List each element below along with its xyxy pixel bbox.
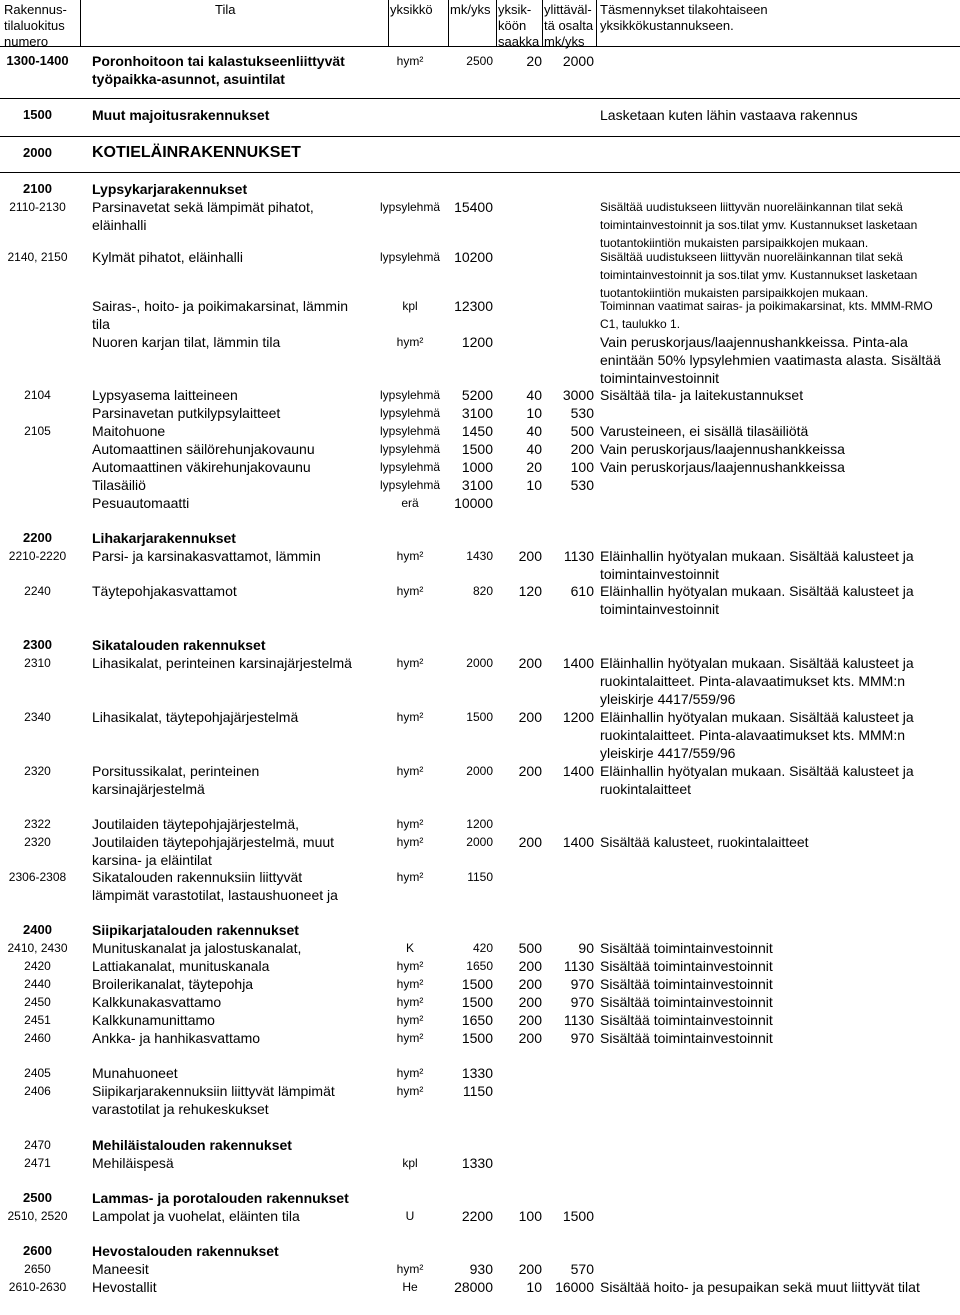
unit-label: hym²	[396, 977, 424, 991]
specification-note: enintään 50% lypsylehmien vaatimasta alasta. Sisältää	[600, 352, 941, 368]
classification-code: 2610-2630	[8, 1280, 67, 1294]
specification-note: Sisältää toimintainvestoinnit	[600, 976, 773, 992]
price-per-unit: 1430	[466, 549, 493, 563]
specification-note: Sisältää toimintainvestoinnit	[600, 940, 773, 956]
units-up-to: 20	[526, 53, 542, 69]
price-per-unit: 1500	[461, 1030, 493, 1046]
exceeding-price: 100	[570, 459, 594, 475]
unit-label: hym²	[396, 1013, 424, 1027]
header-exceeding-price: ylittäväl- tä osalta mk/yks	[544, 2, 594, 49]
classification-code: 2320	[24, 764, 51, 778]
classification-code: 2406	[24, 1084, 51, 1098]
space-description: Maitohuone	[92, 423, 166, 439]
unit-label: hym²	[396, 1066, 424, 1080]
units-up-to: 200	[518, 1030, 542, 1046]
unit-label: hym²	[396, 817, 424, 831]
space-description: Joutilaiden täytepohjajärjestelmä, muut	[92, 834, 335, 850]
specification-note: Sisältää kalusteet, ruokintalaitteet	[600, 834, 809, 850]
exceeding-price: 2000	[562, 53, 594, 69]
specification-note: Sisältää toimintainvestoinnit	[600, 958, 773, 974]
header-specifications: Täsmennykset tilakohtaiseen yksikkökustannukseen.	[600, 2, 768, 33]
specification-note: Sisältää toimintainvestoinnit	[600, 994, 773, 1010]
space-description: Pesuautomaatti	[92, 495, 190, 511]
unit-label: hym²	[396, 1262, 424, 1276]
price-per-unit: 28000	[454, 1279, 493, 1295]
units-up-to: 200	[518, 834, 542, 850]
section-divider	[0, 136, 960, 137]
header-price-per-unit: mk/yks	[450, 2, 491, 17]
specification-note: toimintainvestoinnit ja sos.tilat ymv. Kustannukset lasketaan	[600, 218, 918, 232]
price-per-unit: 820	[472, 584, 493, 598]
specification-note: Sisältää uudistukseen liittyvän nuoreläinkannan tilat sekä	[600, 200, 903, 214]
unit-label: kpl	[402, 299, 418, 313]
space-description: Munituskanalat ja jalostuskanalat,	[92, 940, 302, 956]
space-description: Muut majoitusrakennukset	[92, 107, 270, 123]
space-description: Siipikarjatalouden rakennukset	[92, 922, 299, 938]
space-description: Parsinavetat sekä lämpimät pihatot,	[92, 199, 314, 215]
space-description: Lypsykarjarakennukset	[92, 181, 248, 197]
classification-code: 2000	[23, 145, 52, 160]
classification-code: 1500	[23, 107, 52, 122]
units-up-to: 20	[526, 459, 542, 475]
price-per-unit: 1200	[461, 334, 493, 350]
exceeding-price: 970	[570, 1030, 594, 1046]
unit-label: lypsylehmä	[379, 460, 441, 474]
unit-label: hym²	[396, 584, 424, 598]
classification-code: 2140, 2150	[7, 250, 68, 264]
classification-code: 2460	[24, 1031, 51, 1045]
exceeding-price: 610	[570, 583, 594, 599]
space-description: karsina- ja eläintilat	[92, 852, 212, 868]
classification-code: 2600	[23, 1243, 52, 1258]
price-per-unit: 1330	[461, 1065, 493, 1081]
space-description: Hevostalouden rakennukset	[92, 1243, 279, 1259]
header-units-up-to: yksik- köön saakka	[498, 2, 540, 49]
space-description: Parsi- ja karsinakasvattamot, lämmin	[92, 548, 321, 564]
space-description: tila	[92, 316, 110, 332]
classification-code: 2510, 2520	[7, 1209, 68, 1223]
space-description: Kalkkunakasvattamo	[92, 994, 222, 1010]
price-per-unit: 2200	[461, 1208, 493, 1224]
classification-code: 2405	[24, 1066, 51, 1080]
exceeding-price: 1130	[563, 1012, 594, 1028]
units-up-to: 200	[518, 994, 542, 1010]
specification-note: Vain peruskorjaus/laajennushankkeissa	[600, 459, 845, 475]
price-per-unit: 15400	[454, 199, 493, 215]
exceeding-price: 530	[570, 405, 594, 421]
unit-label: hym²	[396, 656, 424, 670]
space-description: Lattiakanalat, munituskanala	[92, 958, 270, 974]
units-up-to: 500	[518, 940, 542, 956]
classification-code: 2105	[24, 424, 51, 438]
space-description: Nuoren karjan tilat, lämmin tila	[92, 334, 281, 350]
space-description: Mehiläispesä	[92, 1155, 174, 1171]
classification-code: 2200	[23, 530, 52, 545]
specification-note: yleiskirje 4417/559/96	[600, 691, 736, 707]
space-description: Kalkkunamunittamo	[92, 1012, 215, 1028]
exceeding-price: 16000	[555, 1279, 594, 1295]
space-description: Täytepohjakasvattamot	[92, 583, 237, 599]
specification-note: C1, taulukko 1.	[600, 317, 681, 331]
unit-label: hym²	[396, 710, 424, 724]
specification-note: Toiminnan vaatimat sairas- ja poikimakarsinat, kts. MMM-RMO	[600, 299, 933, 313]
header-classification-number: Rakennus- tilaluokitus numero	[4, 2, 67, 49]
classification-code: 2306-2308	[8, 870, 67, 884]
units-up-to: 200	[518, 548, 542, 564]
classification-code: 2322	[24, 817, 51, 831]
exceeding-price: 1130	[563, 958, 594, 974]
units-up-to: 200	[518, 1012, 542, 1028]
exceeding-price: 1130	[563, 548, 594, 564]
exceeding-price: 530	[570, 477, 594, 493]
space-description: Lammas- ja porotalouden rakennukset	[92, 1190, 349, 1206]
price-per-unit: 930	[469, 1261, 493, 1277]
space-description: Sairas-, hoito- ja poikimakarsinat, lämmin	[92, 298, 348, 314]
specification-note: Sisältää uudistukseen liittyvän nuoreläinkannan tilat sekä	[600, 250, 903, 264]
specification-note: ruokintalaitteet. Pinta-alavaatimukset kts. MMM:n	[600, 673, 906, 689]
price-per-unit: 1150	[462, 1083, 493, 1099]
unit-label: lypsylehmä	[379, 250, 441, 264]
price-per-unit: 2000	[466, 656, 493, 670]
exceeding-price: 3000	[562, 387, 594, 403]
specification-note: Lasketaan kuten lähin vastaava rakennus	[600, 107, 858, 123]
units-up-to: 10	[526, 477, 542, 493]
specification-note: Vain peruskorjaus/laajennushankkeissa. Pinta-ala	[600, 334, 908, 350]
space-description: Joutilaiden täytepohjajärjestelmä,	[92, 816, 300, 832]
classification-code: 2470	[24, 1138, 51, 1152]
exceeding-price: 570	[570, 1261, 594, 1277]
unit-label: kpl	[402, 1156, 418, 1170]
units-up-to: 40	[526, 423, 542, 439]
space-description: Mehiläistalouden rakennukset	[92, 1137, 292, 1153]
space-description: Siipikarjarakennuksiin liittyvät lämpimät	[92, 1083, 335, 1099]
unit-label: lypsylehmä	[379, 424, 441, 438]
space-description: työpaikka-asunnot, asuintilat	[92, 71, 285, 87]
space-description: Lihakarjarakennukset	[92, 530, 236, 546]
unit-label: lypsylehmä	[379, 478, 441, 492]
specification-note: Sisältää hoito- ja pesupaikan sekä muut liittyvät tilat	[600, 1279, 920, 1295]
space-description: Tilasäiliö	[92, 477, 146, 493]
classification-code: 2110-2130	[9, 200, 66, 214]
exceeding-price: 1400	[562, 763, 594, 779]
classification-code: 2500	[23, 1190, 52, 1205]
price-per-unit: 2500	[466, 54, 493, 68]
unit-label: hym²	[396, 764, 424, 778]
specification-note: Sisältää toimintainvestoinnit	[600, 1012, 773, 1028]
unit-label: hym²	[396, 870, 424, 884]
section-divider	[0, 98, 960, 99]
exceeding-price: 1400	[562, 655, 594, 671]
exceeding-price: 200	[570, 441, 594, 457]
price-per-unit: 1500	[461, 441, 493, 457]
unit-label: hym²	[396, 1084, 424, 1098]
classification-code: 2310	[24, 656, 51, 670]
price-per-unit: 1200	[466, 817, 493, 831]
space-description: Kylmät pihatot, eläinhalli	[92, 249, 243, 265]
price-per-unit: 2000	[466, 835, 493, 849]
space-description: Automaattinen säilörehunjakovaunu	[92, 441, 315, 457]
space-description: Munahuoneet	[92, 1065, 178, 1081]
space-description: Hevostallit	[92, 1279, 157, 1295]
units-up-to: 10	[526, 405, 542, 421]
unit-label: hym²	[396, 1031, 424, 1045]
unit-label: K	[405, 941, 414, 955]
classification-code: 2451	[24, 1013, 51, 1027]
space-description: Parsinavetan putkilypsylaitteet	[92, 405, 281, 421]
space-description: Lihasikalat, perinteinen karsinajärjestelmä	[92, 655, 352, 671]
space-description: Lihasikalat, täytepohjajärjestelmä	[92, 709, 299, 725]
unit-label: hym²	[396, 835, 424, 849]
units-up-to: 100	[518, 1208, 542, 1224]
space-description: eläinhalli	[92, 217, 147, 233]
specification-note: ruokintalaitteet	[600, 781, 692, 797]
space-description: Poronhoitoon tai kalastukseenliittyvät	[92, 53, 345, 69]
price-per-unit: 1150	[467, 870, 493, 884]
space-description: Broilerikanalat, täytepohja	[92, 976, 254, 992]
units-up-to: 200	[518, 655, 542, 671]
price-per-unit: 10000	[454, 495, 493, 511]
classification-code: 2300	[23, 637, 52, 652]
price-per-unit: 1500	[461, 976, 493, 992]
space-description: Sikatalouden rakennukset	[92, 637, 266, 653]
space-description: Porsitussikalat, perinteinen	[92, 763, 260, 779]
unit-label: hym²	[396, 54, 424, 68]
exceeding-price: 970	[570, 994, 594, 1010]
specification-note: toimintainvestoinnit ja sos.tilat ymv. Kustannukset lasketaan	[600, 268, 918, 282]
classification-code: 1300-1400	[6, 53, 69, 68]
specification-note: Eläinhallin hyötyalan mukaan. Sisältää kalusteet ja	[600, 709, 914, 725]
price-per-unit: 1500	[461, 994, 493, 1010]
classification-code: 2471	[24, 1156, 51, 1170]
space-description: karsinajärjestelmä	[92, 781, 205, 797]
space-description: Automaattinen väkirehunjakovaunu	[92, 459, 311, 475]
classification-code: 2340	[24, 710, 51, 724]
space-description: Lampolat ja vuohelat, eläinten tila	[92, 1208, 300, 1224]
classification-code: 2650	[24, 1262, 51, 1276]
specification-note: Eläinhallin hyötyalan mukaan. Sisältää kalusteet ja	[600, 548, 914, 564]
classification-code: 2450	[24, 995, 51, 1009]
space-description: lämpimät varastotilat, lastaushuoneet ja	[92, 887, 338, 903]
price-per-unit: 5200	[461, 387, 493, 403]
unit-label: hym²	[396, 995, 424, 1009]
specification-note: yleiskirje 4417/559/96	[600, 745, 736, 761]
specification-note: Sisältää toimintainvestoinnit	[600, 1030, 773, 1046]
units-up-to: 120	[518, 583, 542, 599]
table-header	[0, 0, 960, 47]
units-up-to: 40	[526, 387, 542, 403]
classification-code: 2400	[23, 922, 52, 937]
price-per-unit: 1500	[466, 710, 493, 724]
classification-code: 2420	[24, 959, 51, 973]
unit-label: lypsylehmä	[379, 442, 441, 456]
price-per-unit: 3100	[461, 405, 493, 421]
space-description: KOTIELÄINRAKENNUKSET	[92, 144, 301, 161]
price-per-unit: 420	[472, 941, 493, 955]
price-per-unit: 2000	[466, 764, 493, 778]
price-per-unit: 12300	[454, 298, 493, 314]
specification-note: Eläinhallin hyötyalan mukaan. Sisältää kalusteet ja	[600, 763, 914, 779]
unit-label: lypsylehmä	[379, 388, 441, 402]
classification-code: 2240	[24, 584, 51, 598]
exceeding-price: 1400	[562, 834, 594, 850]
specification-note: toimintainvestoinnit	[600, 566, 720, 582]
unit-label: lypsylehmä	[379, 406, 441, 420]
units-up-to: 10	[526, 1279, 542, 1295]
specification-note: Eläinhallin hyötyalan mukaan. Sisältää kalusteet ja	[600, 583, 914, 599]
classification-code: 2320	[24, 835, 51, 849]
unit-label: U	[405, 1209, 415, 1223]
price-per-unit: 1650	[466, 959, 493, 973]
classification-code: 2410, 2430	[7, 941, 68, 955]
classification-code: 2210-2220	[8, 549, 67, 563]
exceeding-price: 1200	[562, 709, 594, 725]
units-up-to: 200	[518, 976, 542, 992]
unit-label: lypsylehmä	[379, 200, 441, 214]
price-per-unit: 1450	[461, 423, 493, 439]
exceeding-price: 1500	[562, 1208, 594, 1224]
price-per-unit: 1330	[461, 1155, 493, 1171]
units-up-to: 200	[518, 958, 542, 974]
specification-note: toimintainvestoinnit	[600, 601, 720, 617]
header-space: Tila	[215, 2, 236, 17]
units-up-to: 200	[518, 709, 542, 725]
header-unit: yksikkö	[390, 2, 433, 17]
specification-note: Varusteineen, ei sisällä tilasäiliötä	[600, 423, 809, 439]
space-description: varastotilat ja rehukeskukset	[92, 1101, 269, 1117]
space-description: Ankka- ja hanhikasvattamo	[92, 1030, 261, 1046]
unit-label: hym²	[396, 335, 424, 349]
price-per-unit: 1650	[461, 1012, 493, 1028]
space-description: Maneesit	[92, 1261, 149, 1277]
units-up-to: 200	[518, 763, 542, 779]
specification-note: tuotantokiintiön mukaisten parsipaikkojen mukaan.	[600, 286, 869, 300]
specification-note: Vain peruskorjaus/laajennushankkeissa	[600, 441, 845, 457]
exceeding-price: 970	[570, 976, 594, 992]
exceeding-price: 500	[570, 423, 594, 439]
unit-label: He	[402, 1280, 418, 1294]
unit-label: hym²	[396, 959, 424, 973]
space-description: Sikatalouden rakennuksiin liittyvät	[92, 869, 303, 885]
specification-note: Eläinhallin hyötyalan mukaan. Sisältää kalusteet ja	[600, 655, 914, 671]
specification-note: ruokintalaitteet. Pinta-alavaatimukset kts. MMM:n	[600, 727, 906, 743]
price-per-unit: 10200	[454, 249, 493, 265]
unit-label: hym²	[396, 549, 424, 563]
classification-code: 2100	[23, 181, 52, 196]
unit-label: erä	[401, 496, 419, 510]
classification-code: 2104	[24, 388, 51, 402]
specification-note: Sisältää tila- ja laitekustannukset	[600, 387, 804, 403]
specification-note: toimintainvestoinnit	[600, 370, 720, 386]
units-up-to: 40	[526, 441, 542, 457]
price-per-unit: 1000	[461, 459, 493, 475]
units-up-to: 200	[518, 1261, 542, 1277]
space-description: Lypsyasema laitteineen	[92, 387, 238, 403]
specification-note: tuotantokiintiön mukaisten parsipaikkojen mukaan.	[600, 236, 869, 250]
classification-code: 2440	[24, 977, 51, 991]
price-per-unit: 3100	[461, 477, 493, 493]
section-divider	[0, 172, 960, 173]
exceeding-price: 90	[578, 940, 594, 956]
